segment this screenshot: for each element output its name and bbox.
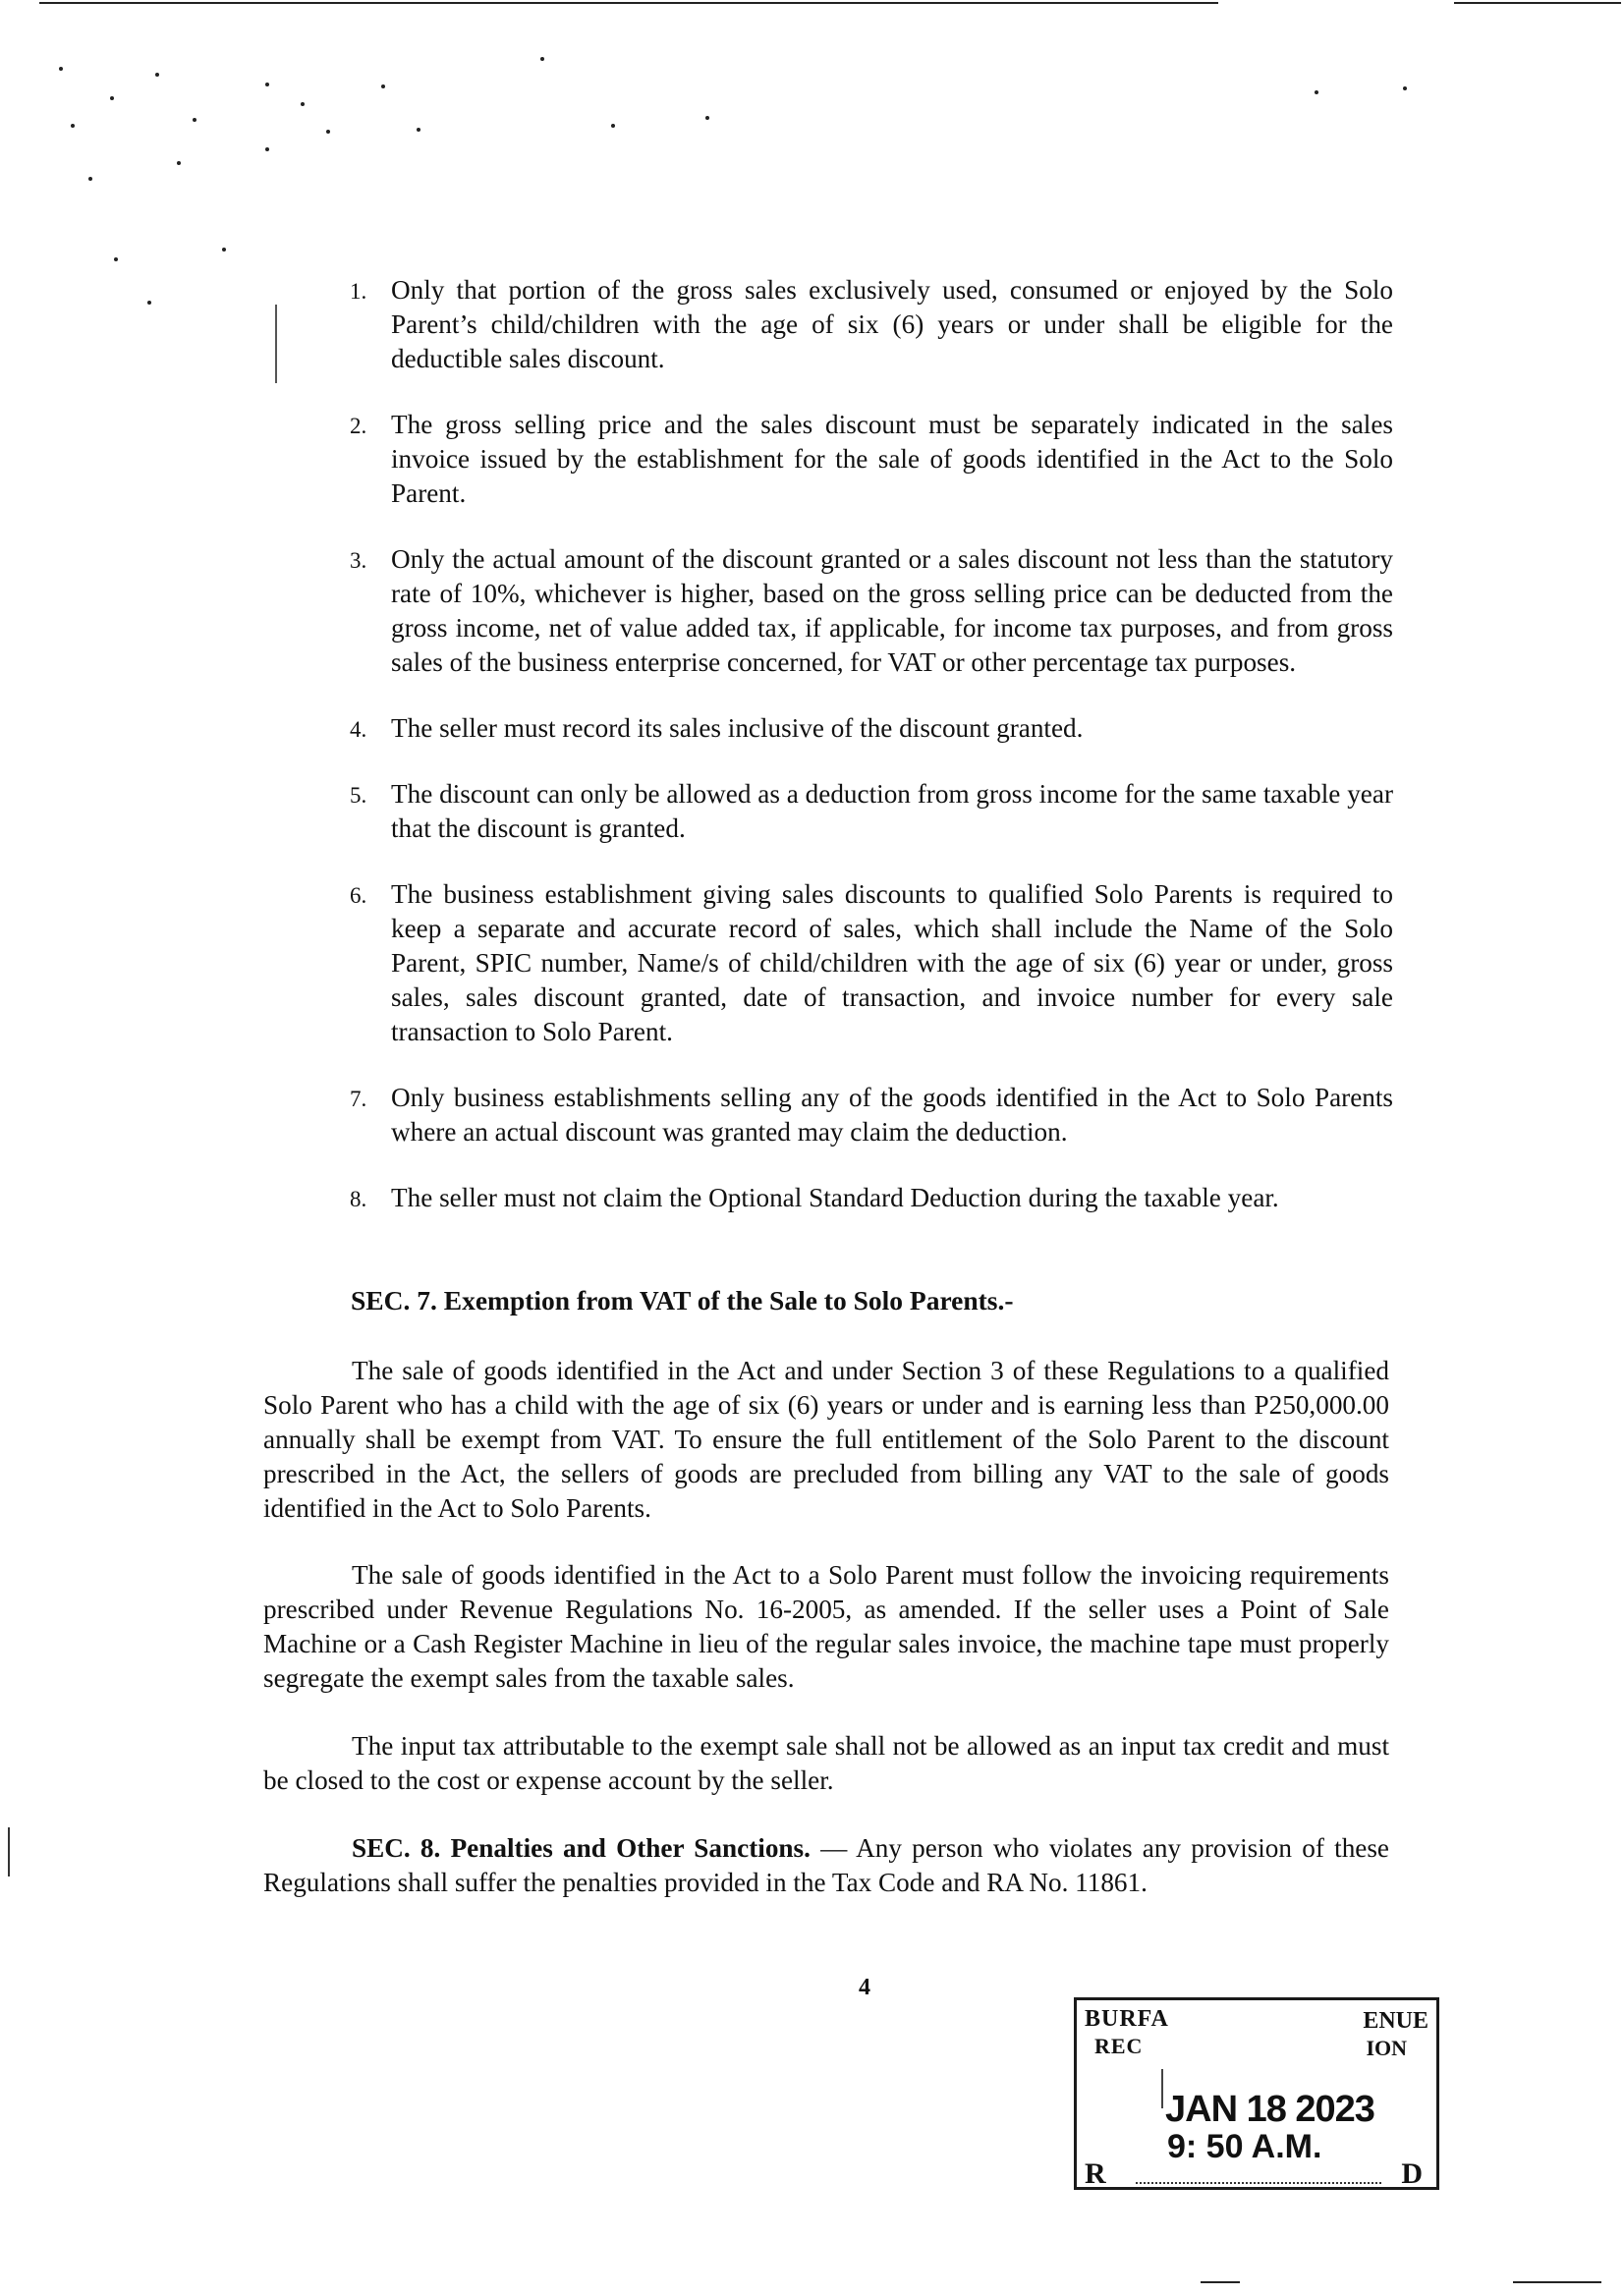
- scan-speck: [611, 124, 615, 128]
- list-item-number: 7.: [350, 1087, 367, 1111]
- list-item: [350, 1181, 1393, 1215]
- section-8-paragraph: [263, 1831, 1389, 1900]
- received-stamp: [1074, 1997, 1439, 2190]
- scan-top-rule: [39, 2, 1218, 4]
- stamp-dotted-line: [1136, 2182, 1381, 2184]
- scan-speck: [301, 102, 305, 106]
- scan-speck: [265, 83, 269, 86]
- scan-speck: [110, 96, 114, 100]
- list-item: [350, 408, 1393, 511]
- scan-speck: [705, 116, 709, 120]
- scan-speck: [193, 118, 196, 122]
- stamp-date: JAN 18 2023: [1165, 2089, 1374, 2130]
- scan-vertical-mark: [275, 305, 277, 383]
- stamp-agency-line-right: ENUE: [1363, 2008, 1428, 2034]
- requirements-list: [350, 273, 1393, 1247]
- stamp-agency-line: BURFA: [1085, 2006, 1169, 2032]
- list-item-text: The seller must record its sales inclusive of the discount granted.: [391, 713, 1084, 743]
- scan-speck: [177, 161, 181, 165]
- list-item-number: 1.: [350, 279, 367, 304]
- stamp-records-line-right: ION: [1366, 2036, 1407, 2060]
- list-item-number: 5.: [350, 783, 367, 808]
- page-number: 4: [859, 1975, 870, 2000]
- scan-speck: [222, 248, 226, 252]
- list-item: [350, 1081, 1393, 1149]
- scan-speck: [540, 57, 544, 61]
- list-item: [350, 542, 1393, 680]
- scan-speck: [114, 257, 118, 261]
- stamp-received-left: R: [1085, 2157, 1106, 2190]
- scan-top-rule-right: [1454, 2, 1621, 4]
- section-8-heading: SEC. 8. Penalties and Other Sanctions.: [352, 1833, 811, 1863]
- scan-speck: [1315, 90, 1318, 94]
- scan-speck: [1403, 86, 1407, 90]
- scan-speck: [417, 128, 420, 132]
- list-item: [350, 777, 1393, 846]
- scan-bottom-rule-right: [1513, 2281, 1601, 2283]
- list-item-text: Only that portion of the gross sales exclusively used, consumed or enjoyed by the Solo Parent’s child/children with the age of six (6) years or under shall be eligible for the deductible sales discount.: [391, 275, 1393, 373]
- list-item-text: The gross selling price and the sales discount must be separately indicated in the sales invoice issued by the establishment for the sale of goods identified in the Act to the Solo Parent.: [391, 410, 1393, 508]
- list-item-text: Only business establishments selling any of the goods identified in the Act to Solo Parents where an actual discount was granted may claim the deduction.: [391, 1083, 1393, 1147]
- list-item-number: 6.: [350, 883, 367, 908]
- section-7-heading: SEC. 7. Exemption from VAT of the Sale to Solo Parents.-: [351, 1285, 1014, 1316]
- scan-vertical-mark: [8, 1827, 10, 1876]
- list-item-number: 8.: [350, 1187, 367, 1211]
- list-item-text: The business establishment giving sales discounts to qualified Solo Parents is required to keep a separate and accurate record of sales, which shall include the Name of the Solo Parent, SPIC number, Name/s of child/children with the age of six (6) year or under, gross sales, sales discount granted, date of transaction, and invoice number for every sale transaction to Solo Parent.: [391, 879, 1393, 1046]
- section-7-paragraph-1: The sale of goods identified in the Act and under Section 3 of these Regulations to a qualified Solo Parent who has a child with the age of six (6) years or under and is earning less than P250,000.00 annually shall be exempt from VAT. To ensure the full entitlement of the Solo Parent to the discount prescribed in the Act, the sellers of goods are precluded from billing any VAT to the sale of goods identified in the Act to Solo Parents.: [263, 1356, 1389, 1523]
- stamp-time: 9: 50 A.M.: [1167, 2128, 1322, 2165]
- stamp-received-right: D: [1401, 2157, 1423, 2190]
- scan-speck: [381, 84, 385, 88]
- section-7-paragraph-2: The sale of goods identified in the Act to a Solo Parent must follow the invoicing requirements prescribed under Revenue Regulations No. 16-2005, as amended. If the seller uses a Point of Sale Machine or a Cash Register Machine in lieu of the regular sales invoice, the machine tape must properly segregate the exempt sales from the taxable sales.: [263, 1560, 1389, 1693]
- scan-speck: [88, 177, 92, 181]
- section-7-paragraph-3: The input tax attributable to the exempt sale shall not be allowed as an input tax credit and must be closed to the cost or expense account by the seller.: [263, 1731, 1389, 1795]
- scan-speck: [155, 73, 159, 77]
- list-item-number: 4.: [350, 717, 367, 742]
- stamp-divider: [1161, 2069, 1163, 2108]
- scan-speck: [326, 130, 330, 134]
- scan-speck: [59, 67, 63, 71]
- list-item: [350, 877, 1393, 1049]
- list-item-text: Only the actual amount of the discount granted or a sales discount not less than the statutory rate of 10%, whichever is higher, based on the gross selling price can be deducted from the gross income, net of value added tax, if applicable, for income tax purposes, and from gross sales of the business enterprise concerned, for VAT or other percentage tax purposes.: [391, 544, 1393, 677]
- list-item-number: 2.: [350, 414, 367, 438]
- list-item: [350, 711, 1393, 746]
- list-item: [350, 273, 1393, 376]
- list-item-text: The discount can only be allowed as a deduction from gross income for the same taxable year that the discount is granted.: [391, 779, 1393, 843]
- scan-bottom-rule: [1201, 2281, 1240, 2283]
- list-item-number: 3.: [350, 548, 367, 573]
- stamp-records-line: REC: [1094, 2034, 1144, 2058]
- list-item-text: The seller must not claim the Optional Standard Deduction during the taxable year.: [391, 1183, 1279, 1212]
- scan-speck: [265, 147, 269, 151]
- section-8-text: — Any person who violates any provision of these Regulations shall suffer the penalties provided in the Tax Code and RA No. 11861.: [263, 1833, 1390, 1897]
- scan-speck: [71, 124, 75, 128]
- scan-speck: [147, 301, 151, 305]
